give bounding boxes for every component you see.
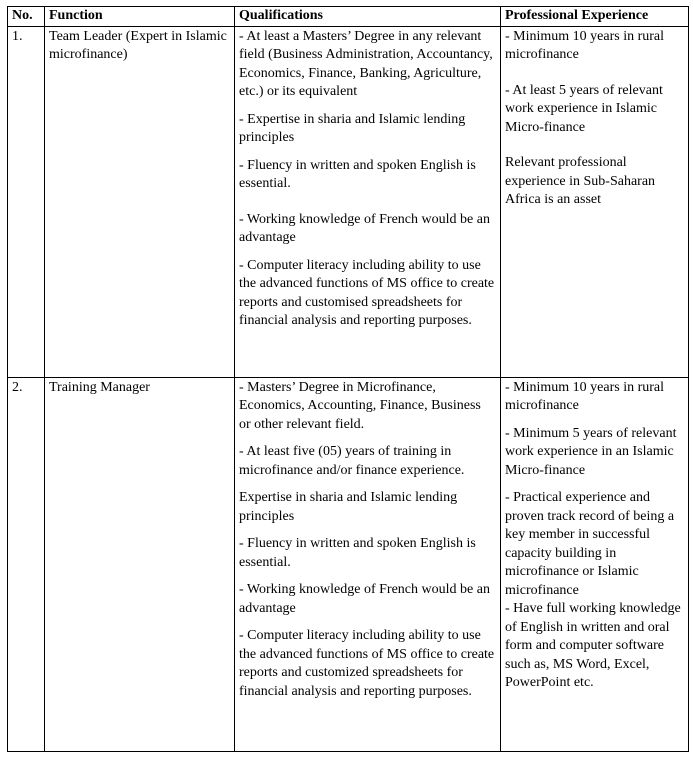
- experience-item: Relevant professional experience in Sub-Saharan Africa is an asset: [505, 155, 656, 207]
- qualification-item: - At least five (05) years of training in microfinance and/or finance experience.: [239, 444, 465, 478]
- qualification-item: - Computer literacy including ability to use the advanced functions of MS office to create reports and customised spreadsheets for financial analysis and reporting purposes.: [239, 257, 495, 328]
- table-row: [8, 377, 689, 751]
- header-function: Function: [45, 7, 235, 27]
- experience-cell: [501, 26, 689, 377]
- row-number: 2.: [8, 377, 45, 751]
- qualification-item: - Expertise in sharia and Islamic lending principles: [239, 111, 466, 145]
- row-number: 1.: [8, 26, 45, 377]
- staff-requirements-table: [7, 6, 689, 752]
- qualifications-cell: [235, 26, 501, 377]
- qualifications-cell: [235, 377, 501, 751]
- experience-item: - Have full working knowledge of English in written and oral form and computer software such as, MS Word, Excel, PowerPoint etc.: [505, 601, 681, 690]
- experience-item: - Minimum 5 years of relevant work experience in an Islamic Micro-finance: [505, 425, 677, 478]
- table-row: [8, 26, 689, 377]
- experience-item: - Minimum 10 years in rural microfinance: [505, 28, 665, 62]
- qualification-item: - Fluency in written and spoken English is essential.: [239, 536, 476, 570]
- qualification-item: - Working knowledge of French would be an advantage: [239, 582, 490, 616]
- experience-item: - Minimum 10 years in rural microfinance: [505, 379, 665, 413]
- qualification-item: Expertise in sharia and Islamic lending principles: [239, 490, 458, 524]
- header-qualifications: Qualifications: [235, 7, 501, 27]
- experience-item: - Practical experience and proven track record of being a key member in successful capacity building in microfinance or Islamic microfinance: [505, 490, 675, 598]
- experience-cell: [501, 377, 689, 751]
- qualification-item: - Working knowledge of French would be an advantage: [239, 211, 490, 245]
- qualification-item: - Computer literacy including ability to use the advanced functions of MS office to create reports and customized spreadsheets for financial analysis and reporting purposes.: [239, 628, 495, 699]
- qualification-item: - At least a Masters’ Degree in any relevant field (Business Administration, Accountancy, Economics, Finance, Banking, Agriculture, etc.) or its equivalent: [239, 28, 493, 99]
- qualification-item: - Masters’ Degree in Microfinance, Economics, Accounting, Finance, Business or other relevant field.: [239, 379, 481, 432]
- header-professional-experience: Professional Experience: [501, 7, 689, 27]
- table-header-row: [8, 7, 689, 27]
- header-no: No.: [8, 7, 45, 27]
- function-cell: Team Leader (Expert in Islamic microfinance): [45, 26, 235, 377]
- function-cell: Training Manager: [45, 377, 235, 751]
- qualification-item: - Fluency in written and spoken English is essential.: [239, 157, 476, 191]
- experience-item: - At least 5 years of relevant work experience in Islamic Micro-finance: [505, 82, 663, 135]
